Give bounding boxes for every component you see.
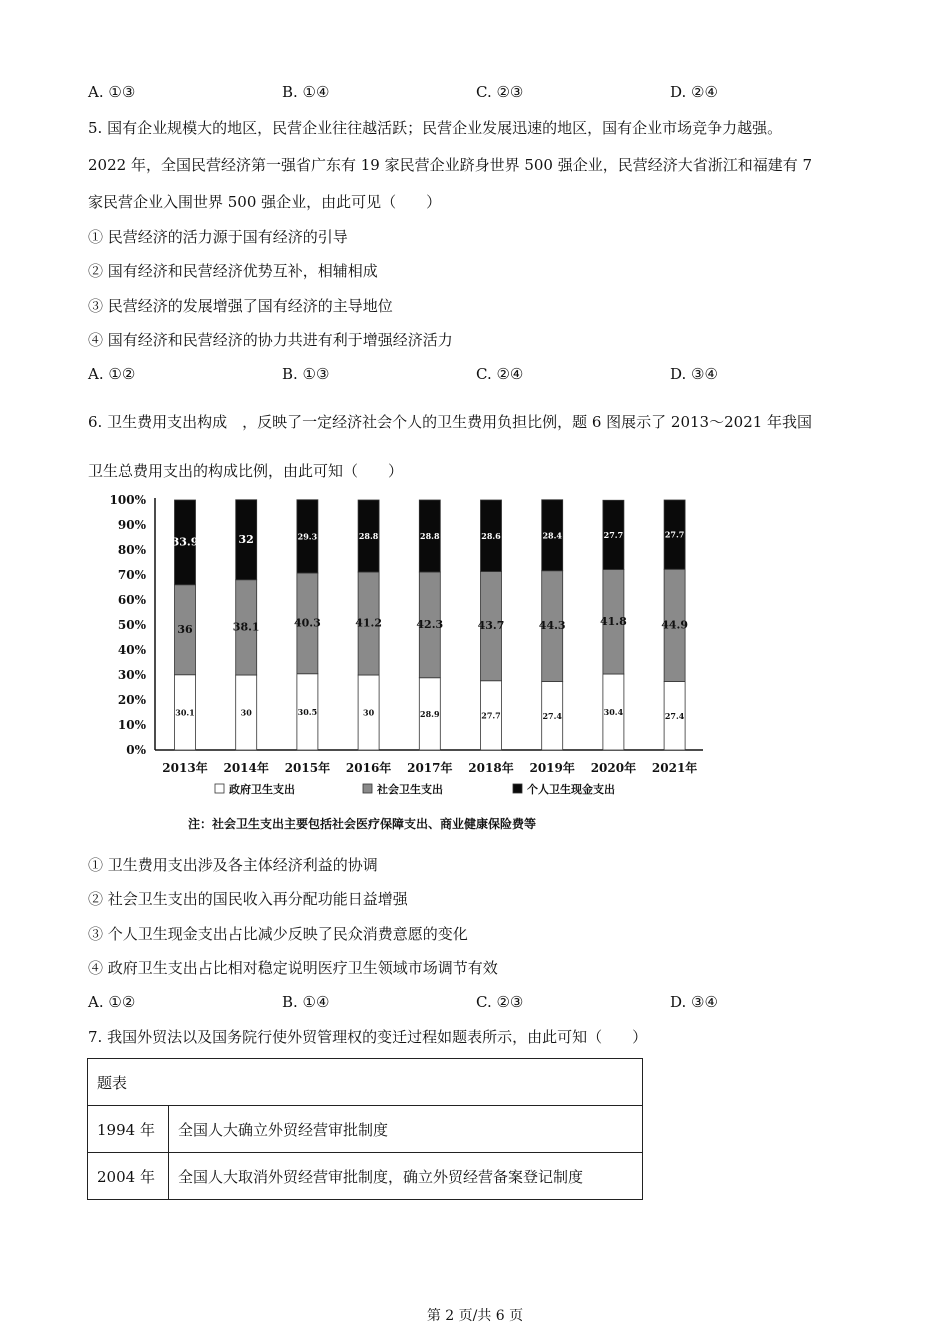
y-tick-label: 60% [117, 593, 146, 607]
q6-option-a: A. ①② [88, 993, 136, 1011]
q6-statement-2: ② 社会卫生支出的国民收入再分配功能日益增强 [88, 890, 408, 908]
x-tick-label: 2014年 [223, 761, 269, 775]
q5-stem-line-3: 家民营企业入围世界 500 强企业，由此可见（ ） [88, 193, 442, 211]
q5-statement-3: ③ 民营经济的发展增强了国有经济的主导地位 [88, 297, 393, 315]
x-tick-label: 2015年 [284, 761, 331, 775]
q5-option-a: A. ①② [88, 365, 136, 383]
data-label: 28.9 [420, 708, 440, 719]
data-label: 41.2 [355, 616, 382, 630]
table-cell-year: 2004 年 [88, 1153, 169, 1200]
q5-statement-4: ④ 国有经济和民营经济的协力共进有利于增强经济活力 [88, 331, 453, 349]
table-row [88, 1153, 643, 1200]
data-label: 44.9 [661, 618, 688, 632]
q5-option-d: D. ③④ [670, 365, 718, 383]
y-tick-label: 10% [117, 718, 146, 732]
page-footer: 第 2 页/共 6 页 [426, 1308, 524, 1324]
x-tick-label: 2013年 [162, 761, 208, 775]
q7-table [87, 1058, 643, 1200]
legend-label: 社会卫生支出 [377, 783, 443, 796]
data-label: 36 [177, 622, 193, 636]
chart-note: 注：社会卫生支出主要包括社会医疗保障支出、商业健康保险费等 [188, 817, 537, 831]
table-title: 题表 [88, 1059, 643, 1106]
y-tick-label: 80% [117, 543, 146, 557]
data-label: 27.7 [481, 710, 501, 721]
table-cell-year: 1994 年 [88, 1106, 169, 1153]
data-label: 30.4 [603, 707, 624, 717]
health-expenditure-chart [100, 488, 698, 833]
data-label: 30 [363, 707, 375, 718]
legend-swatch [513, 784, 522, 793]
table-row [88, 1106, 643, 1153]
q7-stem: 7. 我国外贸法以及国务院行使外贸管理权的变迁过程如题表所示，由此可知（ ） [88, 1028, 648, 1046]
data-label: 33.9 [171, 535, 199, 549]
x-tick-label: 2021年 [651, 761, 698, 775]
y-tick-label: 0% [126, 743, 146, 757]
q6-option-b: B. ①④ [282, 993, 330, 1011]
y-tick-label: 30% [117, 668, 146, 682]
data-label: 30 [240, 707, 252, 718]
data-label: 27.4 [542, 710, 562, 721]
q6-statement-1: ① 卫生费用支出涉及各主体经济利益的协调 [88, 856, 378, 874]
data-label: 30.1 [175, 707, 195, 718]
x-tick-label: 2018年 [468, 761, 514, 775]
q5-option-c: C. ②④ [476, 365, 524, 383]
q4-option-d: D. ②④ [670, 83, 718, 101]
q4-option-c: C. ②③ [476, 83, 524, 101]
q6-statement-3: ③ 个人卫生现金支出占比减少反映了民众消费意愿的变化 [88, 925, 468, 943]
legend-label: 个人卫生现金支出 [527, 783, 615, 796]
data-label: 27.7 [664, 529, 685, 540]
data-label: 30.5 [297, 706, 318, 717]
data-label: 32 [238, 532, 254, 546]
x-tick-label: 2017年 [407, 761, 453, 775]
data-label: 43.7 [477, 619, 505, 633]
q6-stem-line-2: 卫生总费用支出的构成比例，由此可知（ ） [88, 462, 404, 480]
y-tick-label: 50% [117, 618, 146, 632]
data-label: 28.6 [481, 530, 501, 541]
q6-stem-line-1: 6. 卫生费用支出构成 ，反映了一定经济社会个人的卫生费用负担比例，题 6 图展示了 2013～2021 年我国 [88, 413, 813, 431]
q5-stem-line-2: 2022 年，全国民营经济第一强省广东有 19 家民营企业跻身世界 500 强企业，民营经济大省浙江和福建有 7 [88, 156, 813, 174]
q5-stem-line-1: 5. 国有企业规模大的地区，民营企业往往越活跃；民营企业发展迅速的地区，国有企业市场竞争力越强。 [88, 119, 783, 137]
data-label: 44.3 [538, 619, 566, 633]
x-tick-label: 2019年 [529, 761, 575, 775]
data-label: 27.4 [664, 710, 685, 721]
y-tick-label: 70% [117, 568, 146, 582]
data-label: 40.3 [294, 616, 321, 630]
data-label: 28.8 [358, 531, 379, 541]
data-label: 29.3 [297, 531, 318, 542]
q6-option-c: C. ②③ [476, 993, 524, 1011]
y-tick-label: 20% [117, 693, 146, 707]
table-title-row [88, 1059, 643, 1106]
q5-statement-1: ① 民营经济的活力源于国有经济的引导 [88, 228, 348, 246]
q5-option-b: B. ①③ [282, 365, 330, 383]
data-label: 28.4 [542, 530, 562, 541]
legend-swatch [363, 784, 372, 793]
y-tick-label: 40% [117, 643, 146, 657]
q4-option-a: A. ①③ [88, 83, 136, 101]
data-label: 27.7 [603, 529, 624, 540]
y-tick-label: 100% [109, 493, 146, 507]
table-cell-event: 全国人大确立外贸经营审批制度 [169, 1106, 643, 1153]
x-tick-label: 2020年 [590, 761, 637, 775]
x-tick-label: 2016年 [345, 761, 392, 775]
data-label: 38.1 [232, 620, 260, 634]
table-cell-event: 全国人大取消外贸经营审批制度，确立外贸经营备案登记制度 [169, 1153, 643, 1200]
q5-statement-2: ② 国有经济和民营经济优势互补，相辅相成 [88, 262, 378, 280]
legend-swatch [215, 784, 224, 793]
data-label: 41.8 [600, 614, 627, 628]
data-label: 42.3 [416, 617, 444, 631]
data-label: 28.8 [420, 531, 440, 541]
q6-option-d: D. ③④ [670, 993, 718, 1011]
legend-label: 政府卫生支出 [229, 783, 295, 796]
q4-option-b: B. ①④ [282, 83, 330, 101]
q6-statement-4: ④ 政府卫生支出占比相对稳定说明医疗卫生领域市场调节有效 [88, 959, 498, 977]
y-tick-label: 90% [117, 518, 146, 532]
